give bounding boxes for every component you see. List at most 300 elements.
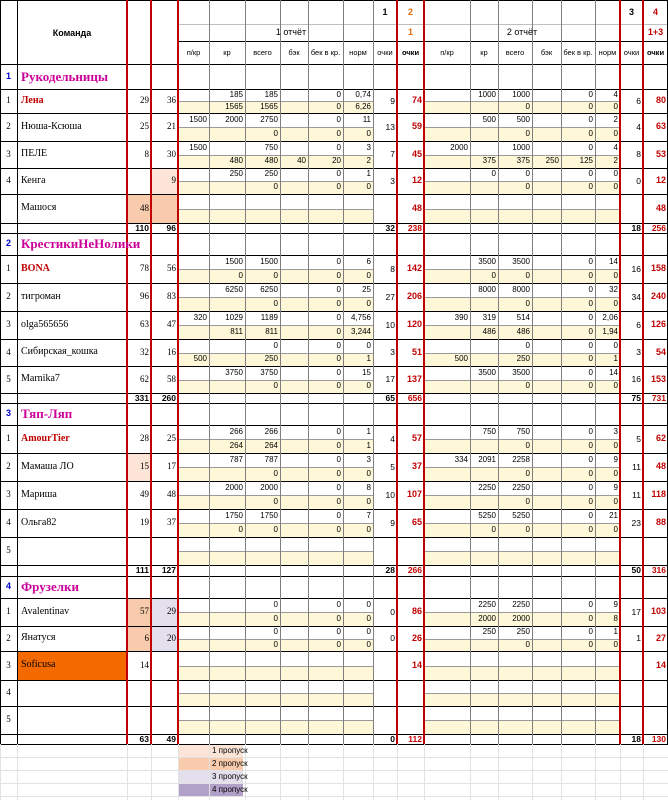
r2-vs-top: 250 bbox=[516, 627, 530, 637]
r2-total-points: 53 bbox=[655, 148, 666, 159]
r2-points: 16 bbox=[631, 263, 641, 274]
r1-bk-top bbox=[280, 509, 308, 523]
r1-points: 3 bbox=[390, 347, 395, 358]
column-header-kr: кр bbox=[223, 48, 231, 58]
r1-bkr-bottom: 0 bbox=[336, 524, 341, 534]
r2-vs-top: 500 bbox=[516, 114, 530, 124]
r2-nm-bottom bbox=[595, 209, 620, 223]
r1-nm-top: 8 bbox=[366, 482, 371, 492]
r1-total-points bbox=[397, 706, 424, 734]
r2-nm-bottom bbox=[595, 551, 620, 565]
r1-vs-bottom bbox=[245, 666, 280, 680]
r1-bk-bottom bbox=[280, 639, 308, 651]
r1-points bbox=[373, 680, 397, 706]
r1-bk-top bbox=[280, 283, 308, 297]
r2-kr-top: 750 bbox=[482, 426, 496, 436]
team-total-points-1: 28 bbox=[385, 565, 395, 576]
grid-line-v bbox=[151, 744, 152, 800]
member-number: 4 bbox=[6, 517, 11, 528]
r2-pkr-top bbox=[424, 425, 470, 439]
member-score-b: 36 bbox=[167, 95, 176, 106]
column-header-nm: норм bbox=[598, 48, 617, 58]
r2-vs-bottom: 0 bbox=[525, 381, 530, 391]
column-header-pkr: п/кр bbox=[186, 48, 201, 58]
r1-kr-bottom bbox=[209, 380, 245, 393]
r2-pkr-top: 390 bbox=[454, 312, 468, 322]
r1-vs-top: 2750 bbox=[260, 114, 278, 124]
r1-pkr-top bbox=[178, 598, 209, 612]
r1-pkr-top bbox=[178, 626, 209, 639]
r2-vs-bottom: 0 bbox=[525, 440, 530, 450]
r2-total-points: 88 bbox=[655, 517, 666, 528]
grid-line-h bbox=[0, 565, 668, 566]
grid-line-v bbox=[643, 744, 644, 800]
r2-points: 23 bbox=[631, 517, 641, 528]
r1-bkr-top: 0 bbox=[336, 340, 341, 350]
r1-bkr-top: 0 bbox=[336, 426, 341, 436]
r1-vs-top: 185 bbox=[264, 89, 278, 99]
r1-pkr-top bbox=[178, 89, 209, 101]
r1-bk-bottom bbox=[280, 720, 308, 734]
team-total-points-2: 75 bbox=[631, 392, 641, 403]
r1-bk-bottom bbox=[280, 353, 308, 366]
r1-nm-top: 0 bbox=[366, 599, 371, 609]
r2-vs-top: 3500 bbox=[512, 367, 530, 377]
r1-nm-bottom: 0 bbox=[366, 270, 371, 280]
r1-bk-top bbox=[280, 425, 308, 439]
team-name: Рукодельницы bbox=[21, 68, 109, 84]
legend-label: 2 пропуск bbox=[212, 758, 248, 768]
r1-kr-bottom bbox=[209, 693, 245, 706]
team-total-sum-2: 316 bbox=[651, 565, 666, 576]
r2-bk-top bbox=[532, 366, 561, 380]
member-score-b: 16 bbox=[167, 346, 176, 357]
r1-vs-top: 787 bbox=[264, 454, 278, 464]
member-name: Нюша-Ксюша bbox=[21, 120, 82, 132]
grid-line-h bbox=[0, 0, 668, 1]
r2-bk-bottom bbox=[532, 467, 561, 481]
r1-bk-bottom bbox=[280, 127, 308, 141]
r1-points: 0 bbox=[390, 633, 395, 644]
r2-bk-bottom bbox=[532, 101, 561, 113]
r1-bkr-top: 0 bbox=[336, 367, 341, 377]
r1-nm-top: 1 bbox=[366, 169, 371, 179]
r1-points: 0 bbox=[390, 606, 395, 617]
r2-nm-bottom: 0 bbox=[613, 524, 618, 534]
r2-bk-top bbox=[532, 706, 561, 720]
r1-total-points: 45 bbox=[411, 148, 422, 159]
r1-bkr-bottom bbox=[308, 720, 343, 734]
r1-vs-bottom: 0 bbox=[273, 639, 278, 649]
r2-pkr-top bbox=[424, 626, 470, 639]
r1-pkr-top bbox=[178, 537, 209, 551]
r2-bkr-top: 0 bbox=[588, 367, 593, 377]
team-total-sum-1: 238 bbox=[407, 222, 422, 233]
r1-pkr-bottom bbox=[178, 495, 209, 509]
member-number: 4 bbox=[6, 175, 11, 186]
member-name bbox=[17, 680, 127, 706]
r1-nm-bottom: 3,244 bbox=[350, 326, 371, 336]
r2-bkr-bottom: 0 bbox=[588, 468, 593, 478]
r2-total-points: 153 bbox=[650, 373, 666, 384]
r1-kr-bottom bbox=[209, 297, 245, 311]
r1-kr-top bbox=[209, 706, 245, 720]
r1-kr-bottom: 1565 bbox=[225, 101, 243, 111]
r1-kr-bottom bbox=[209, 612, 245, 626]
r1-points: 17 bbox=[385, 374, 395, 385]
r1-nm-top: 15 bbox=[362, 367, 371, 377]
team-total-points-2: 18 bbox=[631, 222, 641, 233]
r2-bkr-top bbox=[561, 680, 595, 693]
r1-points: 9 bbox=[390, 95, 395, 106]
r1-pkr-bottom bbox=[178, 209, 209, 223]
r2-pkr-bottom bbox=[424, 297, 470, 311]
member-score-a: 32 bbox=[140, 346, 149, 357]
r2-vs-bottom bbox=[498, 666, 532, 680]
r1-pkr-bottom bbox=[178, 666, 209, 680]
r2-kr-bottom bbox=[470, 720, 498, 734]
r2-vs-top: 8000 bbox=[512, 284, 530, 294]
r1-bk-bottom bbox=[280, 467, 308, 481]
r1-total-points: 137 bbox=[406, 373, 422, 384]
r2-pkr-bottom bbox=[424, 495, 470, 509]
r2-total-points bbox=[643, 680, 668, 706]
r1-kr-top bbox=[209, 339, 245, 353]
r1-bkr-bottom: 0 bbox=[336, 440, 341, 450]
r2-kr-bottom: 0 bbox=[491, 524, 496, 534]
r1-kr-top: 6250 bbox=[225, 284, 243, 294]
r2-bk-bottom bbox=[532, 127, 561, 141]
r2-bkr-bottom: 0 bbox=[588, 381, 593, 391]
grid-line-h bbox=[0, 223, 668, 224]
r2-kr-bottom bbox=[470, 439, 498, 453]
member-score-b bbox=[151, 194, 178, 223]
r2-vs-top: 750 bbox=[516, 426, 530, 436]
r1-bkr-bottom: 0 bbox=[336, 298, 341, 308]
report2-title: 2 отчёт bbox=[506, 26, 538, 37]
r2-total-points: 48 bbox=[655, 202, 666, 213]
r2-vs-bottom: 0 bbox=[525, 128, 530, 138]
r2-vs-top: 2250 bbox=[512, 482, 530, 492]
r1-pkr-top: 320 bbox=[193, 312, 207, 322]
r1-kr-top: 1750 bbox=[225, 510, 243, 520]
team-total-sum-1: 112 bbox=[408, 733, 422, 744]
r1-pkr-bottom bbox=[178, 325, 209, 339]
grid-line-h bbox=[0, 796, 668, 797]
r2-vs-top: 0 bbox=[525, 340, 530, 350]
r1-vs-top bbox=[245, 194, 280, 209]
member-score-a bbox=[127, 168, 151, 194]
r2-bk-top bbox=[532, 680, 561, 693]
r2-vs-top: 3500 bbox=[512, 256, 530, 266]
r2-bk-bottom bbox=[532, 720, 561, 734]
r2-total-points: 14 bbox=[655, 659, 666, 670]
r1-bk-bottom bbox=[280, 269, 308, 283]
r1-bk-top bbox=[280, 339, 308, 353]
r1-points: 10 bbox=[385, 319, 395, 330]
member-score-b bbox=[151, 651, 178, 680]
r2-bkr-bottom: 0 bbox=[588, 326, 593, 336]
r1-bk-bottom bbox=[280, 439, 308, 453]
report-number-2: 2 bbox=[407, 7, 413, 18]
r2-pkr-bottom bbox=[424, 523, 470, 537]
r2-vs-top bbox=[498, 194, 532, 209]
r2-bkr-top bbox=[561, 706, 595, 720]
r1-pkr-bottom bbox=[178, 181, 209, 194]
r1-kr-bottom: 480 bbox=[229, 156, 243, 166]
r1-pkr-top bbox=[178, 453, 209, 467]
r2-vs-bottom: 375 bbox=[516, 156, 530, 166]
r1-pkr-bottom bbox=[178, 439, 209, 453]
r1-total-points: 26 bbox=[411, 632, 422, 643]
r1-points bbox=[373, 537, 397, 565]
column-header-oc: очки bbox=[377, 48, 393, 58]
member-name: olga565656 bbox=[21, 318, 69, 330]
member-name: Soficusa bbox=[21, 659, 56, 671]
r1-pkr-bottom bbox=[178, 269, 209, 283]
member-score-b bbox=[151, 680, 178, 706]
r1-points: 8 bbox=[390, 263, 395, 274]
r2-nm-top: 32 bbox=[609, 284, 618, 294]
r1-nm-top: 1 bbox=[366, 426, 371, 436]
r1-bkr-top bbox=[308, 537, 343, 551]
r2-nm-top bbox=[595, 194, 620, 209]
r1-bkr-top: 0 bbox=[336, 284, 341, 294]
grid-line-v bbox=[424, 744, 425, 800]
grid-line-v bbox=[561, 744, 562, 800]
r2-bk-bottom bbox=[532, 297, 561, 311]
r2-bkr-bottom: 0 bbox=[588, 354, 593, 364]
r1-nm-bottom: 0 bbox=[366, 468, 371, 478]
column-header-bk: бэк bbox=[288, 48, 300, 58]
member-number: 4 bbox=[6, 346, 11, 357]
r1-bkr-bottom: 0 bbox=[336, 182, 341, 192]
r1-nm-bottom: 0 bbox=[366, 524, 371, 534]
r1-bkr-top: 0 bbox=[336, 89, 341, 99]
r2-nm-top: 1 bbox=[613, 627, 618, 637]
r2-kr-bottom bbox=[470, 101, 498, 113]
r2-nm-top: 14 bbox=[609, 256, 618, 266]
grid-line-h bbox=[0, 757, 668, 758]
r1-nm-bottom: 0 bbox=[366, 128, 371, 138]
r1-nm-top: 6 bbox=[366, 256, 371, 266]
member-number: 2 bbox=[6, 291, 11, 302]
r2-bkr-top: 0 bbox=[588, 284, 593, 294]
r2-pkr-bottom bbox=[424, 439, 470, 453]
r2-kr-bottom bbox=[470, 551, 498, 565]
r1-bkr-bottom: 0 bbox=[336, 326, 341, 336]
member-score-a: 25 bbox=[140, 121, 149, 132]
member-name: Сибирская_кошка bbox=[21, 346, 98, 358]
r2-bk-top bbox=[532, 425, 561, 439]
r1-nm-bottom bbox=[343, 551, 373, 565]
r1-kr-top: 3750 bbox=[225, 367, 243, 377]
r1-pkr-top bbox=[178, 366, 209, 380]
r2-vs-bottom: 0 bbox=[525, 298, 530, 308]
r2-kr-bottom: 0 bbox=[491, 270, 496, 280]
member-score-b: 37 bbox=[167, 517, 176, 528]
r2-pkr-top: 2000 bbox=[450, 142, 468, 152]
column-header-pkr: п/кр bbox=[440, 48, 454, 58]
member-number: 1 bbox=[6, 433, 11, 444]
grid-line-v bbox=[0, 744, 1, 800]
r2-nm-bottom: 0 bbox=[613, 639, 618, 649]
team-column-header: Команда bbox=[52, 28, 92, 39]
r1-kr-bottom bbox=[209, 209, 245, 223]
member-score-b: 9 bbox=[171, 175, 176, 186]
team-total-b: 127 bbox=[161, 565, 176, 576]
r1-total-points: 86 bbox=[411, 606, 422, 617]
r1-pkr-top: 1500 bbox=[189, 114, 207, 124]
r2-bkr-top bbox=[561, 194, 595, 209]
r1-vs-bottom bbox=[245, 720, 280, 734]
r2-nm-bottom bbox=[595, 693, 620, 706]
r2-pkr-bottom bbox=[424, 551, 470, 565]
r1-bk-top bbox=[280, 141, 308, 155]
legend-label: 4 пропуск bbox=[212, 784, 248, 794]
r2-bkr-top: 0 bbox=[588, 312, 593, 322]
r1-vs-bottom: 0 bbox=[273, 182, 278, 192]
member-score-b: 17 bbox=[167, 461, 176, 472]
r1-vs-bottom: 0 bbox=[273, 468, 278, 478]
r2-pkr-bottom bbox=[424, 181, 470, 194]
member-score-b bbox=[151, 537, 178, 565]
r2-vs-top: 0 bbox=[525, 169, 530, 179]
member-score-a: 14 bbox=[140, 659, 149, 670]
r1-bk-top bbox=[280, 311, 308, 325]
team-number: 3 bbox=[5, 408, 11, 419]
r2-points: 11 bbox=[632, 489, 641, 500]
grid-line-v bbox=[595, 744, 596, 800]
r2-bkr-top: 0 bbox=[588, 482, 593, 492]
r2-kr-top bbox=[470, 651, 498, 666]
r1-total-points: 48 bbox=[411, 202, 422, 213]
grid-line-v bbox=[470, 744, 471, 800]
r1-bk-bottom bbox=[280, 523, 308, 537]
member-number: 5 bbox=[6, 545, 11, 556]
r2-points: 0 bbox=[636, 175, 641, 186]
team-total-sum-2: 130 bbox=[651, 733, 666, 744]
r1-kr-top bbox=[209, 141, 245, 155]
r1-pkr-top bbox=[178, 168, 209, 181]
member-name bbox=[17, 706, 127, 734]
r1-nm-bottom bbox=[343, 720, 373, 734]
r1-bk-top bbox=[280, 598, 308, 612]
r2-nm-top: 4 bbox=[613, 142, 618, 152]
r1-total-points: 59 bbox=[411, 121, 422, 132]
member-name: Ольга82 bbox=[21, 516, 57, 528]
member-score-b: 56 bbox=[167, 263, 176, 274]
r2-bk-bottom bbox=[532, 325, 561, 339]
r1-bkr-bottom: 0 bbox=[336, 270, 341, 280]
r2-nm-top: 3 bbox=[613, 426, 618, 436]
r2-bkr-top: 0 bbox=[588, 510, 593, 520]
r1-pkr-bottom: 500 bbox=[193, 354, 207, 364]
r2-nm-top: 9 bbox=[613, 482, 618, 492]
r1-nm-bottom bbox=[343, 693, 373, 706]
r1-nm-top: 0 bbox=[366, 340, 371, 350]
r1-vs-top: 750 bbox=[264, 142, 278, 152]
member-name bbox=[17, 537, 127, 565]
column-header-vs: всего bbox=[505, 48, 525, 58]
r2-pkr-top bbox=[424, 113, 470, 127]
r2-nm-top: 4 bbox=[613, 89, 618, 99]
r2-bk-top bbox=[532, 339, 561, 353]
column-header-bk: бэк bbox=[540, 48, 553, 58]
r2-kr-bottom bbox=[470, 209, 498, 223]
member-name: тигроман bbox=[21, 290, 61, 302]
team-total-a: 63 bbox=[139, 733, 149, 744]
r1-points bbox=[373, 706, 397, 734]
r2-bk-top bbox=[532, 255, 561, 269]
r2-points: 11 bbox=[632, 461, 641, 472]
r2-total-points: 80 bbox=[655, 95, 666, 106]
member-score-b: 30 bbox=[167, 148, 176, 159]
team-number: 4 bbox=[5, 581, 11, 592]
r2-kr-bottom bbox=[470, 297, 498, 311]
member-number: 2 bbox=[6, 121, 11, 132]
r2-pkr-top bbox=[424, 680, 470, 693]
r2-bk-bottom bbox=[532, 666, 561, 680]
r1-bk-top bbox=[280, 481, 308, 495]
r1-vs-top: 2000 bbox=[260, 482, 278, 492]
r2-kr-bottom: 2000 bbox=[478, 613, 496, 623]
r1-points: 13 bbox=[385, 121, 395, 132]
r1-bkr-top: 0 bbox=[336, 454, 341, 464]
r2-pkr-top bbox=[424, 283, 470, 297]
legend-label: 1 пропуск bbox=[212, 745, 248, 755]
r1-pkr-bottom bbox=[178, 551, 209, 565]
team-total-a: 111 bbox=[135, 565, 149, 576]
member-score-a bbox=[127, 680, 151, 706]
r1-total-points: 120 bbox=[406, 319, 422, 330]
r1-nm-top bbox=[343, 706, 373, 720]
team-total-points-1: 65 bbox=[385, 392, 395, 403]
r2-points bbox=[620, 680, 643, 706]
r1-bkr-bottom: 0 bbox=[336, 468, 341, 478]
r1-kr-top bbox=[209, 194, 245, 209]
r1-bk-bottom bbox=[280, 181, 308, 194]
r1-points: 5 bbox=[390, 461, 395, 472]
r2-nm-bottom: 0 bbox=[613, 468, 618, 478]
team-name: Фрузелки bbox=[21, 579, 79, 595]
team-total-sum-1: 656 bbox=[407, 392, 422, 403]
r2-kr-top: 2091 bbox=[478, 454, 496, 464]
member-name: Мариша bbox=[21, 488, 57, 500]
team-number: 2 bbox=[5, 238, 11, 249]
r2-bk-bottom bbox=[532, 181, 561, 194]
team-name: КрестикиНеНолики bbox=[21, 236, 141, 252]
r2-total-points bbox=[643, 706, 668, 734]
r1-bkr-bottom: 0 bbox=[336, 128, 341, 138]
r2-nm-bottom: 2 bbox=[613, 156, 618, 166]
grid-line-v bbox=[397, 744, 398, 800]
r1-kr-bottom bbox=[209, 495, 245, 509]
r2-bk-top bbox=[532, 481, 561, 495]
r1-nm-top: 3 bbox=[366, 142, 371, 152]
r1-bkr-top bbox=[308, 194, 343, 209]
r2-points bbox=[620, 706, 643, 734]
r1-bk-top bbox=[280, 651, 308, 666]
member-name: Мамаша ЛО bbox=[21, 460, 74, 472]
r1-vs-bottom: 0 bbox=[273, 298, 278, 308]
r2-bk-bottom bbox=[532, 523, 561, 537]
r1-vs-top bbox=[245, 537, 280, 551]
member-number: 1 bbox=[6, 95, 11, 106]
r1-bk-bottom bbox=[280, 380, 308, 393]
r1-pkr-bottom bbox=[178, 523, 209, 537]
r2-pkr-bottom bbox=[424, 467, 470, 481]
